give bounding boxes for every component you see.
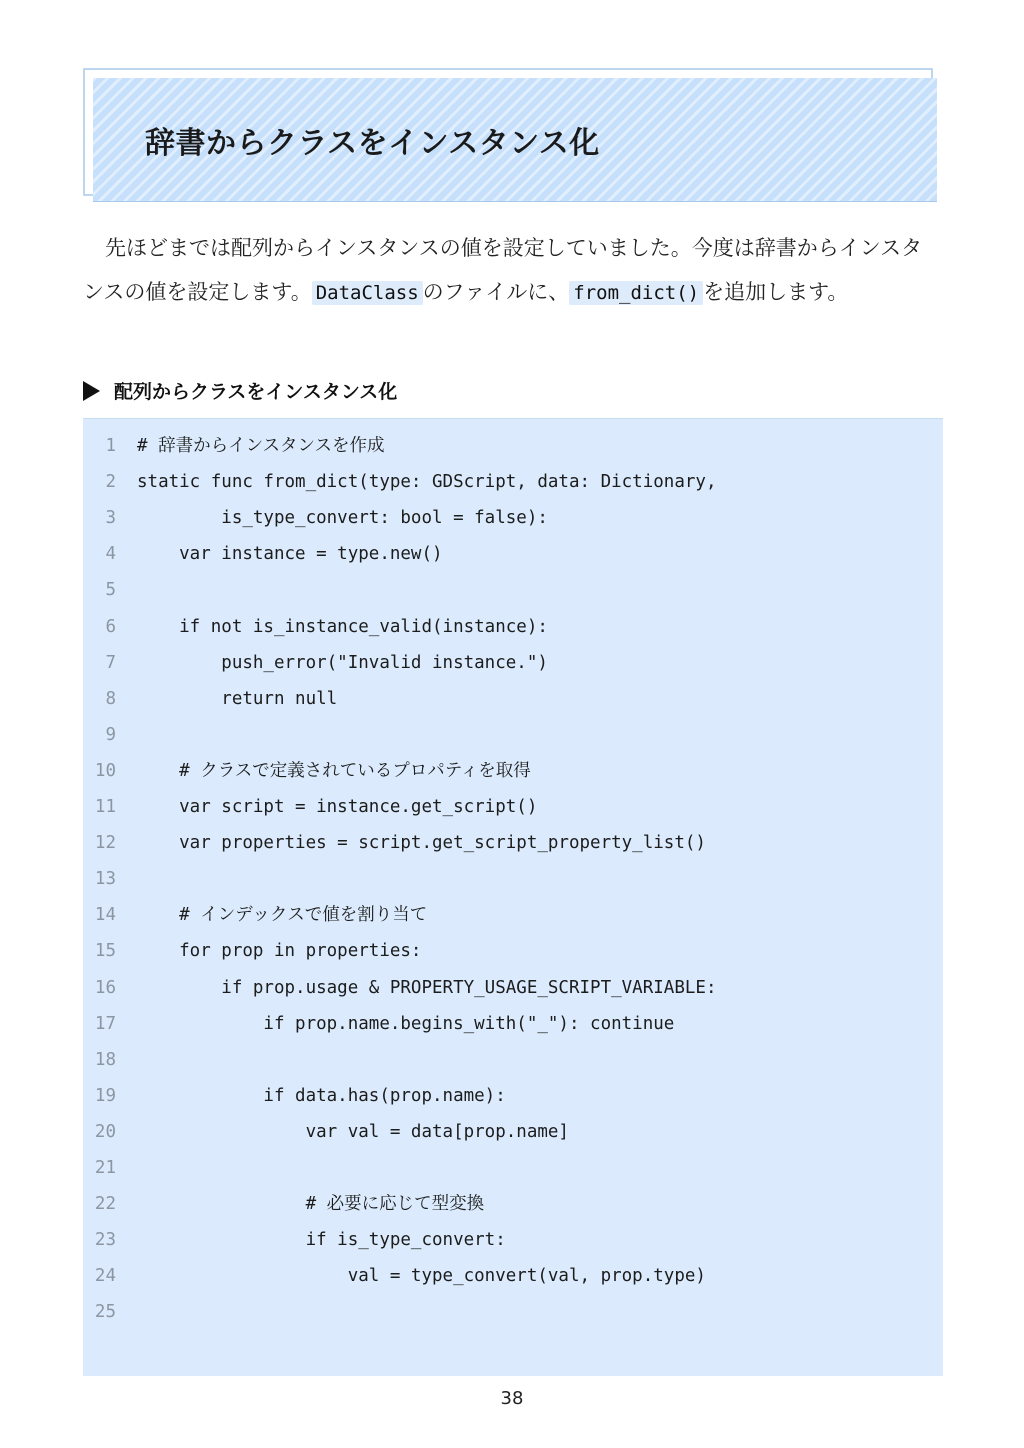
triangle-bullet-icon [83, 381, 100, 401]
line-number: 4 [105, 544, 116, 565]
line-number: 20 [94, 1121, 116, 1142]
code-line [83, 717, 943, 753]
line-number: 5 [105, 580, 116, 601]
code-text: var script = instance.get_script() [137, 797, 538, 817]
code-line [83, 681, 943, 717]
line-number: 9 [105, 724, 116, 745]
code-text: var instance = type.new() [137, 544, 443, 565]
code-line [83, 1006, 943, 1042]
code-line [83, 970, 943, 1006]
code-text: if not is_instance_valid(instance): [137, 616, 548, 637]
code-line [83, 1078, 943, 1114]
line-number: 24 [94, 1266, 116, 1287]
code-line [83, 464, 943, 500]
code-text: # クラスで定義されているプロパティを取得 [137, 760, 531, 781]
line-number: 1 [105, 436, 116, 456]
code-caption [83, 377, 397, 404]
code-text: if is_type_convert: [137, 1230, 506, 1251]
line-number: 10 [94, 760, 116, 781]
code-line [83, 645, 943, 681]
paragraph-text-3: を追加します。 [703, 280, 849, 304]
code-line [83, 536, 943, 572]
line-number: 14 [94, 905, 116, 926]
paragraph-text-2: のファイルに、 [422, 280, 570, 304]
code-line [83, 1258, 943, 1294]
code-line [83, 933, 943, 969]
inline-code-from-dict: from_dict() [569, 281, 703, 305]
code-line [83, 789, 943, 825]
section-title: 辞書からクラスをインスタンス化 [145, 126, 600, 161]
line-number: 2 [105, 472, 116, 493]
code-text: # 辞書からインスタンスを作成 [137, 436, 385, 456]
code-line [83, 1114, 943, 1150]
page-number: 38 [500, 1388, 524, 1409]
code-text: # インデックスで値を割り当て [137, 905, 428, 926]
section-header-background [93, 78, 937, 202]
line-number: 23 [94, 1230, 116, 1251]
code-caption-label: 配列からクラスをインスタンス化 [114, 381, 398, 403]
line-number: 11 [94, 797, 116, 817]
line-number: 3 [105, 508, 116, 529]
code-text: val = type_convert(val, prop.type) [137, 1266, 706, 1287]
line-number: 16 [94, 977, 116, 998]
intro-paragraph [83, 226, 943, 315]
line-number: 6 [105, 616, 116, 637]
line-number: 21 [94, 1158, 116, 1178]
code-line [83, 753, 943, 789]
code-text: is_type_convert: bool = false): [137, 508, 548, 529]
code-line [83, 1222, 943, 1258]
line-number: 17 [94, 1013, 116, 1034]
code-line [83, 1042, 943, 1078]
code-line [83, 609, 943, 645]
code-line [83, 825, 943, 861]
code-text: # 必要に応じて型変換 [137, 1194, 485, 1215]
line-number: 15 [94, 941, 116, 962]
code-text: if data.has(prop.name): [137, 1085, 506, 1106]
code-text: for prop in properties: [137, 941, 422, 962]
line-number: 25 [94, 1302, 116, 1323]
inline-code-dataclass: DataClass [312, 281, 423, 305]
code-line [83, 1186, 943, 1222]
code-line [83, 1294, 943, 1330]
code-text: static func from_dict(type: GDScript, data: Dictionary, [137, 472, 717, 493]
code-line [83, 500, 943, 536]
code-text: var properties = script.get_script_property_list() [137, 833, 706, 854]
code-line [83, 428, 943, 464]
code-block [83, 418, 943, 1376]
code-line [83, 1150, 943, 1186]
line-number: 22 [94, 1194, 116, 1215]
code-text: return null [137, 688, 338, 709]
line-number: 7 [105, 652, 116, 673]
paragraph-text-1: 先ほどまでは配列からインスタンスの値を設定していました。今度は辞書からインスタンスの値を設定します。 [83, 236, 923, 304]
code-text: var val = data[prop.name] [137, 1121, 569, 1142]
line-number: 18 [94, 1049, 116, 1070]
code-line [83, 572, 943, 608]
line-number: 13 [94, 869, 116, 890]
line-number: 19 [94, 1085, 116, 1106]
line-number: 12 [94, 833, 116, 854]
section-header [83, 68, 933, 196]
code-text: push_error("Invalid instance.") [137, 652, 548, 673]
code-text: if prop.name.begins_with("_"): continue [137, 1013, 675, 1034]
code-text: if prop.usage & PROPERTY_USAGE_SCRIPT_VARIABLE: [137, 977, 717, 998]
code-line [83, 897, 943, 933]
code-line [83, 861, 943, 897]
line-number: 8 [105, 688, 116, 709]
